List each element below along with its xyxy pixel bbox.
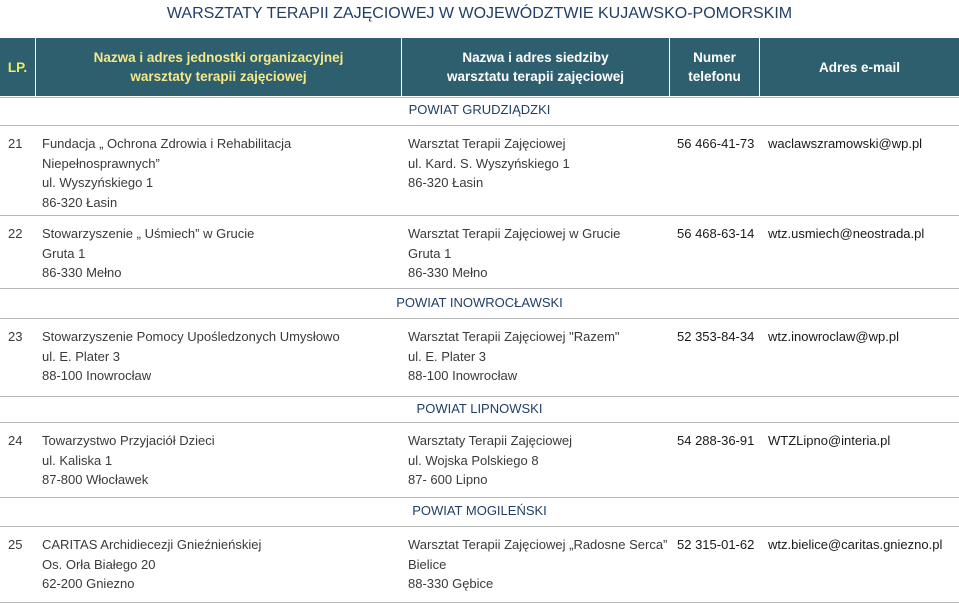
- unit-line: 87-800 Włocławek: [42, 472, 149, 487]
- seat-line: 86-330 Mełno: [408, 265, 488, 280]
- row-email[interactable]: wtz.usmiech@neostrada.pl: [768, 226, 925, 241]
- row-lp: 25: [8, 537, 23, 552]
- section-mogilenski: [0, 497, 959, 526]
- page-title: WARSZTATY TERAPII ZAJĘCIOWEJ W WOJEWÓDZTWIE KUJAWSKO-POMORSKIM: [166, 5, 793, 22]
- row-unit: [42, 535, 261, 594]
- row-lp: 23: [8, 329, 23, 344]
- row-unit: [42, 327, 340, 386]
- header-seat-line1: Nazwa i adres siedziby: [462, 50, 609, 65]
- seat-line: Warsztat Terapii Zajęciowej: [408, 136, 566, 151]
- seat-line: Warsztaty Terapii Zajęciowej: [408, 433, 572, 448]
- header-unit: [36, 38, 402, 96]
- seat-line: 86-320 Łasin: [408, 175, 484, 190]
- header-phone-line1: Numer: [693, 50, 736, 65]
- seat-line: ul. E. Plater 3: [408, 348, 487, 364]
- row-unit: [42, 134, 291, 212]
- row-lp: 21: [8, 136, 23, 151]
- row-phone: 56 468-63-14: [677, 226, 755, 241]
- header-email-label: Adres e-mail: [818, 59, 901, 75]
- row-seat: [408, 431, 572, 490]
- section-inowroclawski: [0, 288, 959, 318]
- seat-line: ul. Kard. S. Wyszyńskiego 1: [408, 155, 570, 171]
- header-unit-line1: Nazwa i adres jednostki organizacyjnej: [93, 50, 344, 65]
- table-row: [0, 526, 959, 603]
- unit-line: 86-320 Łasin: [42, 194, 118, 210]
- section-title: POWIAT GRUDZIĄDZKI: [408, 102, 551, 117]
- unit-line: Towarzystwo Przyjaciół Dzieci: [42, 433, 215, 448]
- seat-line: Warsztat Terapii Zajęciowej "Razem": [408, 329, 620, 344]
- header-lp-label: LP.: [7, 59, 28, 75]
- table-row: [0, 215, 959, 288]
- unit-line: ul. Wyszyńskiego 1: [42, 175, 154, 190]
- section-title: POWIAT LIPNOWSKI: [416, 401, 543, 416]
- unit-line: Stowarzyszenie Pomocy Upośledzonych Umysłowo: [42, 329, 340, 344]
- header-phone: [670, 38, 760, 96]
- unit-line: Gruta 1: [42, 245, 86, 261]
- table-bottom-border: [0, 602, 959, 603]
- header-phone-line2: telefonu: [688, 69, 741, 84]
- seat-line: Warsztat Terapii Zajęciowej w Grucie: [408, 226, 621, 241]
- table-row: [0, 125, 959, 216]
- unit-line: 88-100 Inowrocław: [42, 368, 152, 383]
- row-email[interactable]: wtz.bielice@caritas.gniezno.pl: [768, 537, 943, 552]
- table-row: [0, 422, 959, 498]
- row-seat: [408, 327, 620, 386]
- row-phone: 52 315-01-62: [677, 537, 755, 552]
- header-seat: [402, 38, 670, 96]
- unit-line: Stowarzyszenie „ Uśmiech” w Grucie: [42, 226, 255, 241]
- section-title: POWIAT INOWROCŁAWSKI: [396, 295, 563, 310]
- seat-line: 88-100 Inowrocław: [408, 368, 518, 383]
- unit-line: 62-200 Gniezno: [42, 576, 135, 591]
- seat-line: ul. Wojska Polskiego 8: [408, 452, 539, 468]
- unit-line: Niepełnosprawnych”: [42, 155, 160, 171]
- seat-line: Bielice: [408, 556, 447, 572]
- row-seat: [408, 224, 620, 283]
- table-header: [0, 38, 959, 96]
- row-unit: [42, 224, 254, 283]
- seat-line: 87- 600 Lipno: [408, 472, 488, 487]
- unit-line: ul. Kaliska 1: [42, 452, 113, 468]
- unit-line: CARITAS Archidiecezji Gnieźnieńskiej: [42, 537, 262, 552]
- section-lipnowski: [0, 396, 959, 422]
- row-seat: [408, 134, 570, 193]
- row-lp: 24: [8, 433, 23, 448]
- seat-line: Warsztat Terapii Zajęciowej „Radosne Serca”: [408, 537, 668, 552]
- table-row: [0, 318, 959, 397]
- unit-line: 86-330 Mełno: [42, 265, 122, 280]
- row-email[interactable]: wtz.inowroclaw@wp.pl: [768, 329, 899, 344]
- header-email: [760, 38, 959, 96]
- section-title: POWIAT MOGILEŃSKI: [412, 503, 547, 518]
- row-email[interactable]: WTZLipno@interia.pl: [768, 433, 891, 448]
- row-lp: 22: [8, 226, 23, 241]
- row-email[interactable]: waclawszramowski@wp.pl: [768, 136, 923, 151]
- unit-line: Os. Orła Białego 20: [42, 556, 156, 572]
- row-phone: 56 466-41-73: [677, 136, 755, 151]
- unit-line: ul. E. Plater 3: [42, 348, 121, 364]
- row-seat: [408, 535, 667, 594]
- section-grudziadzki: [0, 97, 959, 127]
- seat-line: 88-330 Gębice: [408, 576, 494, 591]
- row-phone: 54 288-36-91: [677, 433, 755, 448]
- unit-line: Fundacja „ Ochrona Zdrowia i Rehabilitacja: [42, 136, 292, 151]
- header-seat-line2: warsztatu terapii zajęciowej: [446, 69, 625, 84]
- row-phone: 52 353-84-34: [677, 329, 755, 344]
- seat-line: Gruta 1: [408, 245, 452, 261]
- header-lp: [0, 38, 36, 96]
- header-unit-line2: warsztaty terapii zajęciowej: [130, 69, 307, 84]
- row-unit: [42, 431, 215, 490]
